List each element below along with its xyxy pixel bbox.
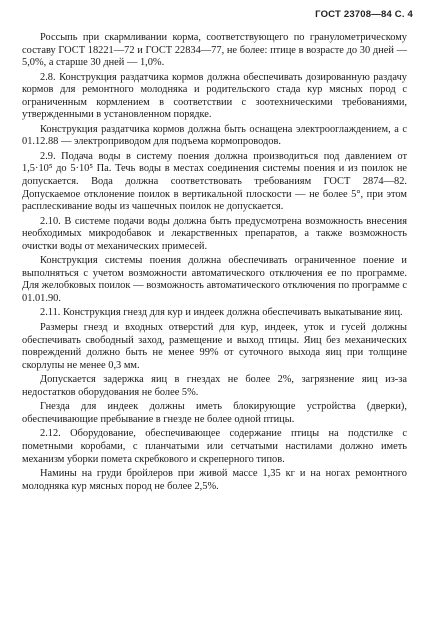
paragraph: Конструкция системы поения должна обеспечивать ограниченное поение и выполняться с учетом возможности автоматического отключения ее по программе. Для желобковых поилок — возможность автоматического отключения по программе с 01.01.90. bbox=[22, 255, 407, 304]
paragraph: Гнезда для индеек должны иметь блокирующие устройства (дверки), обеспечивающие пребывание в гнезде не более одной птицы. bbox=[22, 401, 407, 425]
paragraph: Размеры гнезд и входных отверстий для кур, индеек, уток и гусей должны обеспечивать свободный заход, размещение и выход птицы. Яиц без механических повреждений должно быть не менее 99% от суточного выхода яиц при толщине скорлупы не менее 0,3 мм. bbox=[22, 322, 407, 371]
paragraph: 2.8. Конструкция раздатчика кормов должна обеспечивать дозированную раздачу кормов для ремонтного молодняка и родительского стада кур мясных пород с ограниченным кормлением в соответствии с зоотехническими требованиями, утвержденными в установленном порядке. bbox=[22, 71, 407, 121]
document-body bbox=[22, 32, 407, 495]
paragraph: Допускается задержка яиц в гнездах не более 2%, загрязнение яиц из-за недостатков оборудования не более 5%. bbox=[22, 374, 407, 398]
paragraph: 2.9. Подача воды в систему поения должна производиться под давлением от 1,5·10⁵ до 5·10⁵ Па. Течь воды в местах соединения системы поения и из поилок не допускается. Вода должна соответствовать требованиям ГОСТ 2874—82. Допускаемое отклонение поилок в вертикальной плоскости — не более 5°, при этом расплескивание воды из чашечных поилок не допускается. bbox=[22, 150, 407, 213]
paragraph: Конструкция раздатчика кормов должна быть оснащена электрооглаждением, а с 01.12.88 — электроприводом для подъема кормопроводов. bbox=[22, 123, 407, 148]
paragraph: Россыпь при скармливании корма, соответствующего по гранулометрическому составу ГОСТ 18221—72 и ГОСТ 22834—77, не более: птице в возрасте до 30 дней — 5,0%, а старше 30 дней — 1,0%. bbox=[22, 32, 407, 69]
paragraph: 2.11. Конструкция гнезд для кур и индеек должна обеспечивать выкатывание яиц. bbox=[40, 307, 403, 319]
paragraph: 2.10. В системе подачи воды должна быть предусмотрена возможность внесения необходимых микродобавок и лекарственных препаратов, а также возможность очистки воды от механических примесей. bbox=[22, 215, 407, 252]
page-header: ГОСТ 23708—84 С. 4 bbox=[315, 9, 413, 20]
paragraph: Намины на груди бройлеров при живой массе 1,35 кг и на ногах ремонтного молодняка кур мясных пород не более 2,5%. bbox=[22, 468, 407, 492]
paragraph: 2.12. Оборудование, обеспечивающее содержание птицы на подстилке с пометными коробами, с планчатыми или сетчатыми настилами должно иметь механизм уборки помета скребкового и скреперного типов. bbox=[22, 428, 407, 465]
